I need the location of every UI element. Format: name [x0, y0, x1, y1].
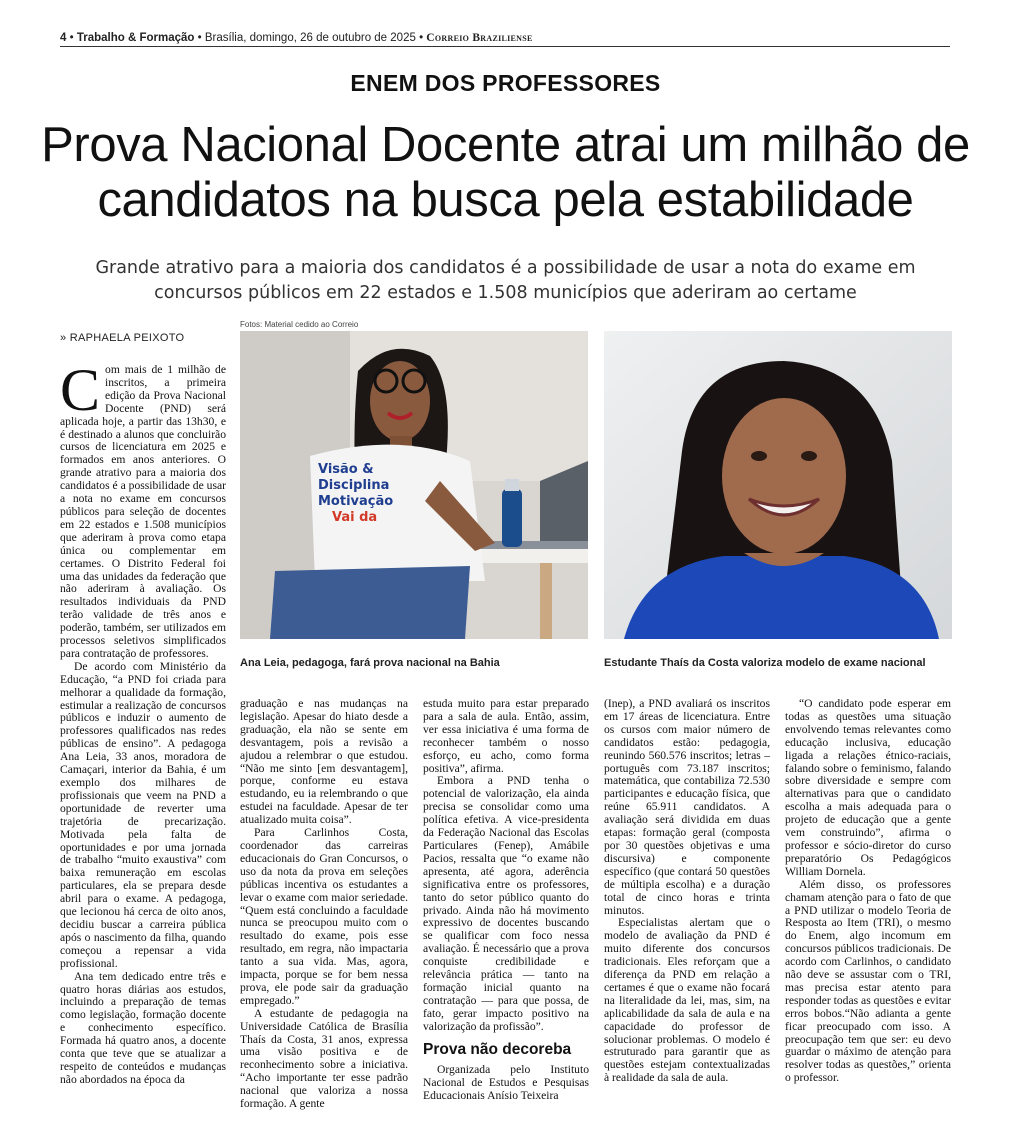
running-head: [60, 32, 950, 44]
header-rule: [60, 46, 950, 47]
shirt-text-line-2: Disciplina: [318, 478, 390, 493]
photo-credit: Fotos: Material cedido ao Correio: [240, 320, 359, 329]
paragraph: Especialistas alertam que o modelo de avaliação da PND é muito diferente dos concursos tradicionais. Eles reforçam que a diferença da PND em relação a certames é que o exame não focará na literalidade da lei, mas, sim, na aplicabilidade da sala de aula e na capacidade do professor de solucionar problemas. O modelo é estruturado para garantir que as questões estejam contextualizadas à realidade da sala de aula.: [604, 916, 770, 1085]
dropcap: C: [60, 357, 101, 423]
paragraph: A estudante de pedagogia na Universidade Católica de Brasília Thaís da Costa, 31 anos, expressa uma visão positiva e de reconhecimento sobre a iniciativa. “Acho importante ter esse padrão nacional que valoriza a nossa formação. A gente: [240, 1006, 408, 1111]
thais-costa-photo-illustration: [604, 331, 952, 639]
paragraph: Para Carlinhos Costa, coordenador das carreiras educacionais do Gran Concursos, o uso da nota da prova em seleções públicas incentiva os estudantes a levar o exame com maior seriedade. “Quem está concluindo a faculdade nunca se preocupou muito com o resultado do exame, pois esse resultado, em regra, não impactaria tanto a sua vida. Mas, agora, impacta, porque se for bem nessa prova, ele pode sair da graduação empregado.”: [240, 826, 408, 1007]
ana-leia-photo-illustration: [240, 331, 588, 639]
headline: Prova Nacional Docente atrai um milhão de candidatos na busca pela estabilidade: [41, 118, 970, 227]
photo-ana-leia: [240, 331, 588, 639]
separator: •: [419, 32, 424, 44]
subhead: Prova não decoreba: [423, 1040, 572, 1058]
paragraph: Organizada pelo Instituto Nacional de Estudos e Pesquisas Educacionais Anísio Teixeira: [423, 1063, 589, 1103]
shirt-text-line-4: Vai da: [332, 510, 378, 525]
paragraph: Embora a PND tenha o potencial de valorização, ela ainda precisa se consolidar como uma política efetiva. A vice-presidenta da Federação Nacional das Escolas Particulares (Fenep), Amábile Pacios, ressalta que “o exame não apresenta, até agora, aderência significativa entre os professores, tanto do setor público quanto do privado. Ainda não há movimento expressivo de docentes buscando se qualificar com foco nessa avaliação. É necessário que a prova conquiste credibilidade e relevância prática — tanto na formação inicial quanto na contratação — para que possa, de fato, gerar impacto positivo na valorização da profissão”.: [423, 774, 589, 1033]
byline: » RAPHAELA PEIXOTO: [60, 332, 185, 344]
page-number: 4: [60, 32, 67, 44]
article-column-4: [604, 698, 770, 1124]
article-column-5: [785, 698, 951, 1124]
paragraph: (Inep), a PND avaliará os inscritos em 17 áreas de licenciatura. Entre os cursos com maior número de candidatos estão: pedagogia, reunindo 560.576 inscritos; letras – português com 73.187 inscritos; matemática, que contabiliza 72.530 participantes e educação física, que reúne 65.911 candidatos. A avaliação será dividida em duas etapas: formação geral (composta por 30 questões objetivas e uma discursiva) e componente específico (que contará 50 questões de múltipla escolha) e a duração total de cinco horas e trinta minutos.: [604, 697, 770, 917]
dateline: Brasília, domingo, 26 de outubro de 2025: [204, 32, 416, 44]
paragraph: “O candidato pode esperar em todas as questões uma situação envolvendo temas relevantes como educação inclusiva, educação ligada a relações étnico-raciais, falando sobre o feminismo, falando sobre diversidade e sempre com alternativas para que o candidato escolha a mais adequada para o projeto de educação que a gente vem construindo”, afirma o professor e sócio-diretor do curso preparatório Os Pedagógicos William Dornela.: [785, 697, 951, 878]
paragraph: De acordo com Ministério da Educação, “a PND foi criada para melhorar a qualidade da formação, estimular a realização de concursos públicos e induzir o aumento de professores qualificados nas redes públicas de ensino”. A pedagoga Ana Leia, 33 anos, moradora de Camaçari, interior da Bahia, é um exemplo dos milhares de profissionais que veem na PND a oportunidade de reverter uma trajetória de precarização. Motivada pela falta de oportunidades e por uma jornada de trabalho “muito exaustiva” com baixa remuneração em escolas particulares, ela se prepara desde abril para o exame. A pedagoga, que lecionou há cerca de oito anos, decidiu buscar a carreira pública após o nascimento da filha, quando começou a repensar a vida profissional.: [60, 659, 226, 970]
shirt-text-line-3: Motivação: [318, 494, 394, 509]
paragraph: estuda muito para estar preparado para a sala de aula. Então, assim, ver essa iniciativa é uma forma de reconhecer também o nosso esforço, eu acho, como forma positiva”, afirma.: [423, 697, 589, 775]
article-column-2: [240, 698, 408, 1124]
article-column-3: [423, 698, 589, 1124]
kicker: ENEM DOS PROFESSORES: [350, 70, 661, 96]
separator: •: [197, 32, 202, 44]
section-name: Trabalho & Formação: [76, 32, 195, 44]
shirt-text-line-1: Visão &: [318, 462, 374, 477]
photo-caption-thais-costa: Estudante Thaís da Costa valoriza modelo de exame nacional: [604, 657, 926, 669]
photo-caption-ana-leia: Ana Leia, pedagoga, fará prova nacional na Bahia: [240, 657, 500, 669]
paragraph: Ana tem dedicado entre três e quatro horas diárias aos estudos, incluindo a preparação de temas como legislação, formação docente e conhecimento específico. Formada há quatro anos, a docente conta que teve que se atualizar a respeito de conteúdos e mudanças não abordados na época da: [60, 969, 226, 1086]
publication-name: Correio Braziliense: [426, 32, 533, 44]
separator: •: [69, 32, 74, 44]
photo-thais-costa: [604, 331, 952, 639]
paragraph: [60, 357, 226, 661]
paragraph: Além disso, os professores chamam atenção para o fato de que a PND utilizar o modelo Teoria de Resposta ao Item (TRI), o mesmo do Enem, algo incomum em concursos públicos tradicionais. De acordo com Carlinhos, o candidato não deve se assustar com o TRI, mas precisa estar atento para responder todas as questões e evitar erros bobos.“Não adianta a gente ficar preocupado com isso. A preocupação tem que ser: eu devo guardar o máximo de atenção para resolver todas as questões,” orienta o professor.: [785, 877, 951, 1085]
article-column-1: [60, 357, 226, 1124]
paragraph-text: om mais de 1 milhão de inscritos, a primeira edição da Prova Nacional Docente (PND) será aplicada hoje, a partir das 13h30, e é destinado a alunos que concluirão cursos de licenciatura em 2025 e formados em anos anteriores. O grande atrativo para a maioria dos candidatos é a possibilidade de usar a nota no exame em concursos públicos para seleção de docentes em 22 estados e 1.508 municípios que aderiram à prova como etapa única ou complementar em certames. O Distrito Federal foi uma das unidades da federação que não aderiram à avaliação. Os resultados individuais da PND terão validade de três anos e poderão, também, ser utilizados em processos seletivos simplificados para contratação de professores.: [60, 363, 226, 660]
deck: Grande atrativo para a maioria dos candidatos é a possibilidade de usar a nota do exame em concursos públicos em 22 estados e 1.508 municípios que aderiram ao certame: [95, 258, 916, 303]
paragraph: graduação e nas mudanças na legislação. Apesar do hiato desde a graduação, ela não se sente em desvantagem, pois a revisão a ajudou a relembrar o que estudou. “Não me sinto [em desvantagem], porque, conforme eu estava estudando, eu ia relembrando o que estudei na faculdade. Apesar de ter atualizado muita coisa”.: [240, 697, 408, 827]
